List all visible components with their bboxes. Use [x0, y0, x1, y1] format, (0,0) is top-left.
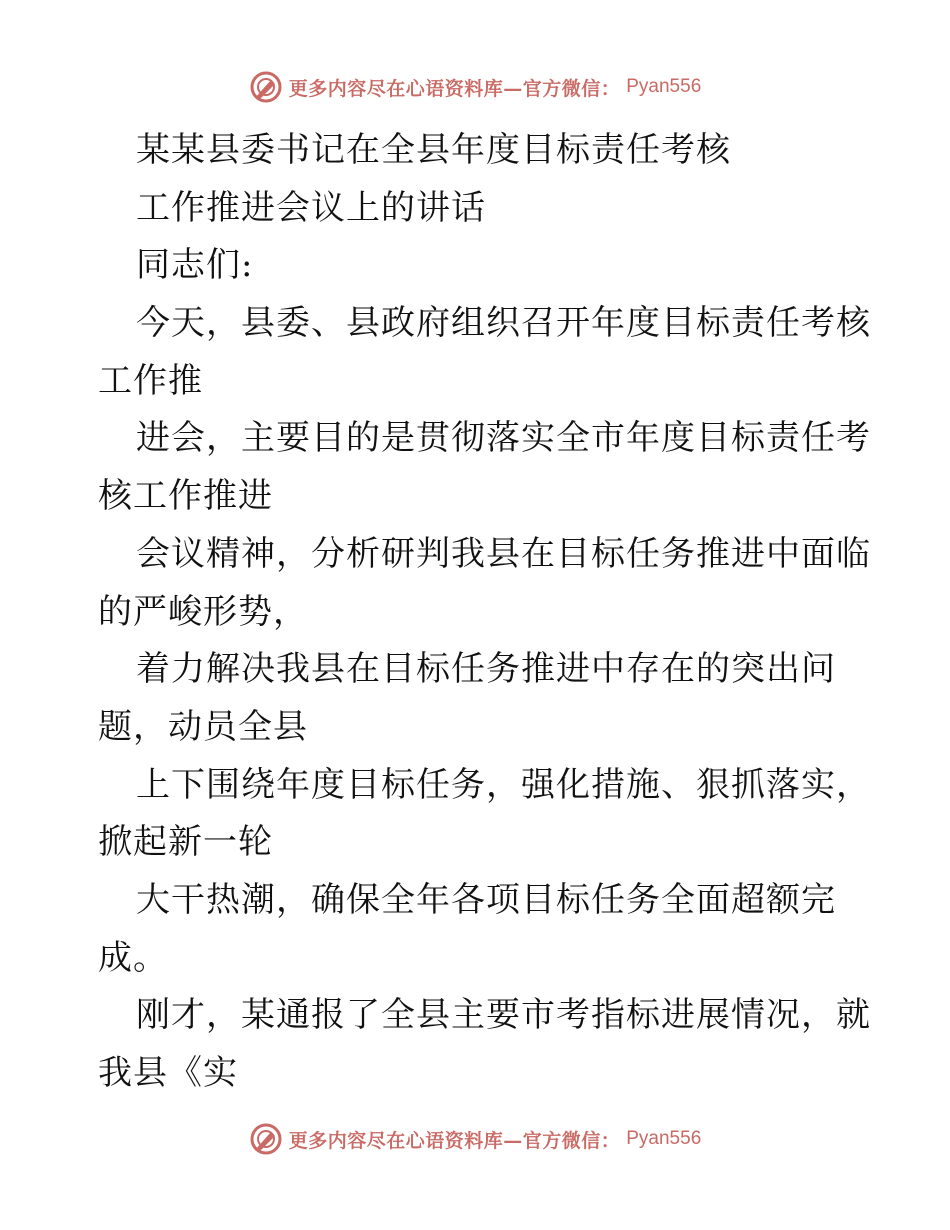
text-line: 工作推	[98, 360, 203, 401]
text-line: 我县《实	[98, 1053, 238, 1093]
text-line: 的严峻形势，	[98, 591, 308, 632]
text-line: 刚才，某通报了全县主要市考指标进展情况，就	[136, 995, 871, 1036]
text-line: 会议精神，分析研判我县在目标任务推进中面临	[136, 533, 871, 574]
text-line: 掀起新一轮	[98, 822, 273, 863]
document-body	[98, 122, 871, 1103]
document-title-line: 工作推进会议上的讲话	[136, 187, 486, 228]
text-line: 进会，主要目的是贯彻落实全市年度目标责任考	[136, 418, 871, 459]
pen-logo-icon	[249, 1122, 283, 1156]
text-line: 题，动员全县	[98, 706, 308, 747]
pen-logo-icon	[249, 70, 283, 104]
text-line: 上下围绕年度目标任务，强化措施、狠抓落实，	[136, 764, 871, 805]
text-line: 今天，县委、县政府组织召开年度目标责任考核	[136, 303, 871, 344]
watermark-wechat-id: Pyan556	[626, 1128, 702, 1149]
watermark-wechat-id: Pyan556	[626, 76, 702, 97]
text-line: 同志们:	[136, 245, 254, 286]
text-line: 核工作推进	[98, 476, 273, 517]
text-line: 着力解决我县在目标任务推进中存在的突出问	[136, 649, 836, 690]
watermark-text: 更多内容尽在心语资料库—官方微信：	[288, 1129, 621, 1152]
header-watermark	[0, 70, 950, 104]
text-line: 大干热潮，确保全年各项目标任务全面超额完	[136, 879, 836, 920]
text-line: 成。	[98, 937, 168, 978]
watermark-text: 更多内容尽在心语资料库—官方微信：	[288, 77, 621, 100]
footer-watermark	[0, 1122, 950, 1156]
document-title-line: 某某县委书记在全县年度目标责任考核	[136, 130, 731, 170]
